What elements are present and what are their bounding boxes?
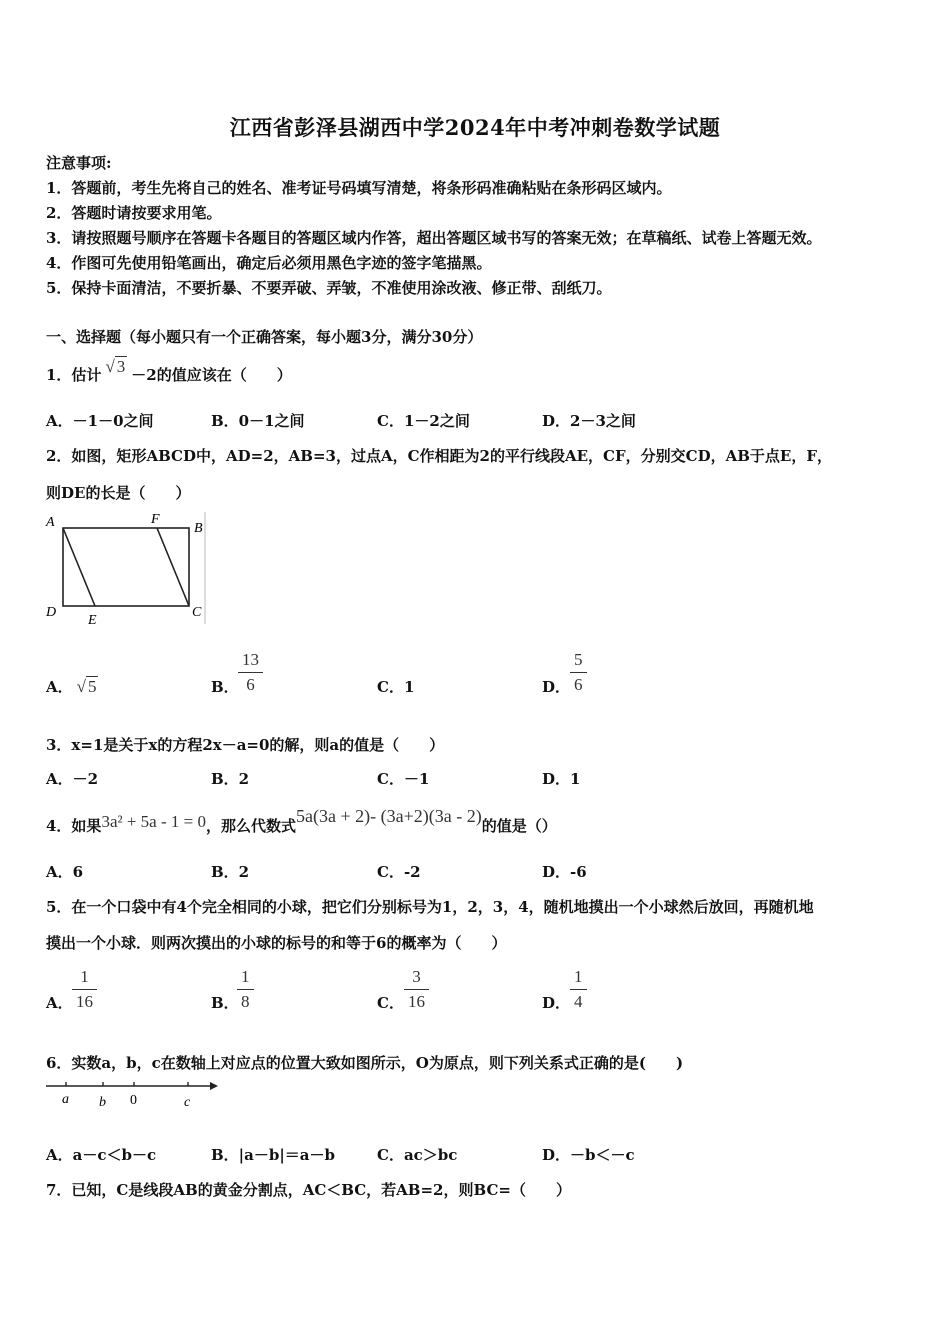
fraction-bar: [238, 672, 263, 673]
q2-stem-line2: 则DE的长是（ ）: [46, 484, 191, 502]
fraction-bar: [570, 672, 587, 673]
q4-option-c[interactable]: C．-2: [377, 863, 421, 881]
number-line-arrow: [210, 1082, 218, 1090]
q5-option-a-fraction: [72, 967, 97, 1012]
q2-option-d-fraction: [570, 650, 587, 695]
note-item: 3．请按照题号顺序在答题卡各题目的答题区域内作答，超出答题区域书写的答案无效；在草稿纸、试卷上答题无效。: [46, 229, 822, 247]
fraction-bar: [72, 989, 97, 990]
q4-post: 的值是（）: [481, 817, 557, 835]
q5-stem-line1: 5．在一个口袋中有4个完全相同的小球，把它们分别标号为1，2，3，4，随机地摸出一个小球然后放回，再随机地: [46, 898, 814, 916]
notes-heading: 注意事项:: [46, 154, 112, 172]
axis-label-0: 0: [130, 1093, 137, 1108]
note-item: 1．答题前，考生先将自己的姓名、准考证号码填写清楚，将条形码准确粘贴在条形码区域内。: [46, 179, 672, 197]
q6-option-b[interactable]: B．|a－b|＝a－b: [211, 1146, 336, 1164]
q2-option-b-fraction: [238, 650, 263, 695]
fraction-bar: [570, 989, 587, 990]
q4-pre: 4．如果: [46, 817, 102, 835]
q6-option-a[interactable]: A．a－c＜b－c: [46, 1146, 157, 1164]
note-item: 2．答题时请按要求用笔。: [46, 204, 222, 222]
fraction-numerator: 1: [241, 967, 250, 986]
segment-cf: [157, 528, 189, 606]
q4-stem: [46, 806, 557, 836]
label-d: D: [46, 605, 57, 620]
fraction-numerator: 1: [574, 967, 583, 986]
q3-option-b[interactable]: B．2: [211, 770, 250, 788]
q1-sqrt-radicand: 3: [116, 357, 126, 376]
q6-option-d[interactable]: D．－b＜－c: [542, 1146, 635, 1164]
label-b: B: [194, 521, 203, 536]
label-c: C: [192, 605, 202, 620]
number-line-figure: [42, 1076, 222, 1112]
q5-option-c-label[interactable]: C．: [377, 994, 404, 1012]
q4-option-d[interactable]: D．-6: [542, 863, 587, 881]
q4-option-a[interactable]: A．6: [46, 863, 84, 881]
section-heading: 一、选择题（每小题只有一个正确答案，每小题3分，满分30分）: [46, 328, 483, 346]
q1-option-a[interactable]: A．－1－0之间: [46, 412, 154, 430]
q7-stem: 7．已知，C是线段AB的黄金分割点，AC＜BC，若AB=2，则BC=（ ）: [46, 1181, 571, 1199]
q4-expression: 5a(3a + 2)- (3a+2)(3a - 2): [295, 806, 482, 826]
q3-stem: 3．x=1是关于x的方程2x－a=0的解，则a的值是（ ）: [46, 736, 445, 754]
q6-stem: 6．实数a，b，c在数轴上对应点的位置大致如图所示，O为原点，则下列关系式正确的是( ): [46, 1054, 684, 1072]
q1-stem: [46, 357, 292, 385]
q5-option-a-label[interactable]: A．: [46, 994, 73, 1012]
fraction-denominator: 16: [76, 992, 93, 1011]
note-item: 4．作图可先使用铅笔画出，确定后必须用黑色字迹的签字笔描黑。: [46, 254, 492, 272]
q5-option-d-label[interactable]: D．: [542, 994, 571, 1012]
segment-ae: [63, 528, 95, 606]
q5-option-b-fraction: [237, 967, 254, 1012]
axis-label-c: c: [184, 1095, 191, 1110]
page-title: 江西省彭泽县湖西中学2024年中考冲刺卷数学试题: [229, 115, 721, 140]
fraction-numerator: 13: [242, 650, 259, 669]
q3-option-a[interactable]: A．－2: [46, 770, 99, 788]
q2-option-a-sqrt: √ 5: [76, 677, 97, 696]
fraction-denominator: 16: [408, 992, 425, 1011]
q1-pre: 1．估计: [46, 366, 102, 384]
fraction-denominator: 6: [246, 675, 255, 694]
q2-option-a-label: A．: [46, 678, 73, 696]
q1-option-d[interactable]: D．2－3之间: [542, 412, 636, 430]
q5-stem-line2: 摸出一个小球．则两次摸出的小球的标号的和等于6的概率为（ ）: [46, 934, 507, 952]
fraction-denominator: 8: [241, 992, 250, 1011]
fraction-bar: [404, 989, 429, 990]
fraction-denominator: 4: [574, 992, 583, 1011]
fraction-denominator: 6: [574, 675, 583, 694]
label-e: E: [88, 613, 97, 628]
label-f: F: [151, 512, 160, 527]
q5-option-c-fraction: [404, 967, 429, 1012]
q2-option-c[interactable]: C．1: [377, 678, 415, 696]
q1-sqrt: √ 3: [105, 357, 126, 376]
rectangle-figure: [42, 510, 212, 630]
q4-mid: ，那么代数式: [205, 817, 296, 835]
fraction-numerator: 3: [412, 967, 421, 986]
fraction-numerator: 1: [80, 967, 89, 986]
axis-label-a: a: [62, 1092, 69, 1107]
q6-option-c[interactable]: C．ac＞bc: [377, 1146, 458, 1164]
q2-stem-line1: 2．如图，矩形ABCD中，AD=2，AB=3，过点A，C作相距为2的平行线段AE，CF，分别交CD，AB于点E，F，: [46, 447, 832, 465]
fraction-bar: [237, 989, 254, 990]
note-item: 5．保持卡面清洁，不要折暴、不要弄破、弄皱，不准使用涂改液、修正带、刮纸刀。: [46, 279, 612, 297]
q3-option-c[interactable]: C．－1: [377, 770, 430, 788]
q4-equation: 3a² + 5a - 1 = 0: [101, 812, 206, 831]
q2-option-b-label[interactable]: B．: [211, 678, 239, 696]
q3-option-d[interactable]: D．1: [542, 770, 581, 788]
axis-label-b: b: [99, 1095, 106, 1110]
label-a: A: [46, 515, 55, 530]
q1-option-b[interactable]: B．0－1之间: [211, 412, 305, 430]
rect-abcd: [63, 528, 189, 606]
q1-post: －2的值应该在（ ）: [131, 366, 292, 384]
q5-option-b-label[interactable]: B．: [211, 994, 239, 1012]
q2-option-a[interactable]: [46, 676, 98, 697]
q2-option-a-radicand: 5: [87, 677, 97, 696]
fraction-numerator: 5: [574, 650, 583, 669]
q2-option-d-label[interactable]: D．: [542, 678, 571, 696]
q4-option-b[interactable]: B．2: [211, 863, 250, 881]
q1-option-c[interactable]: C．1－2之间: [377, 412, 470, 430]
q5-option-d-fraction: [570, 967, 587, 1012]
